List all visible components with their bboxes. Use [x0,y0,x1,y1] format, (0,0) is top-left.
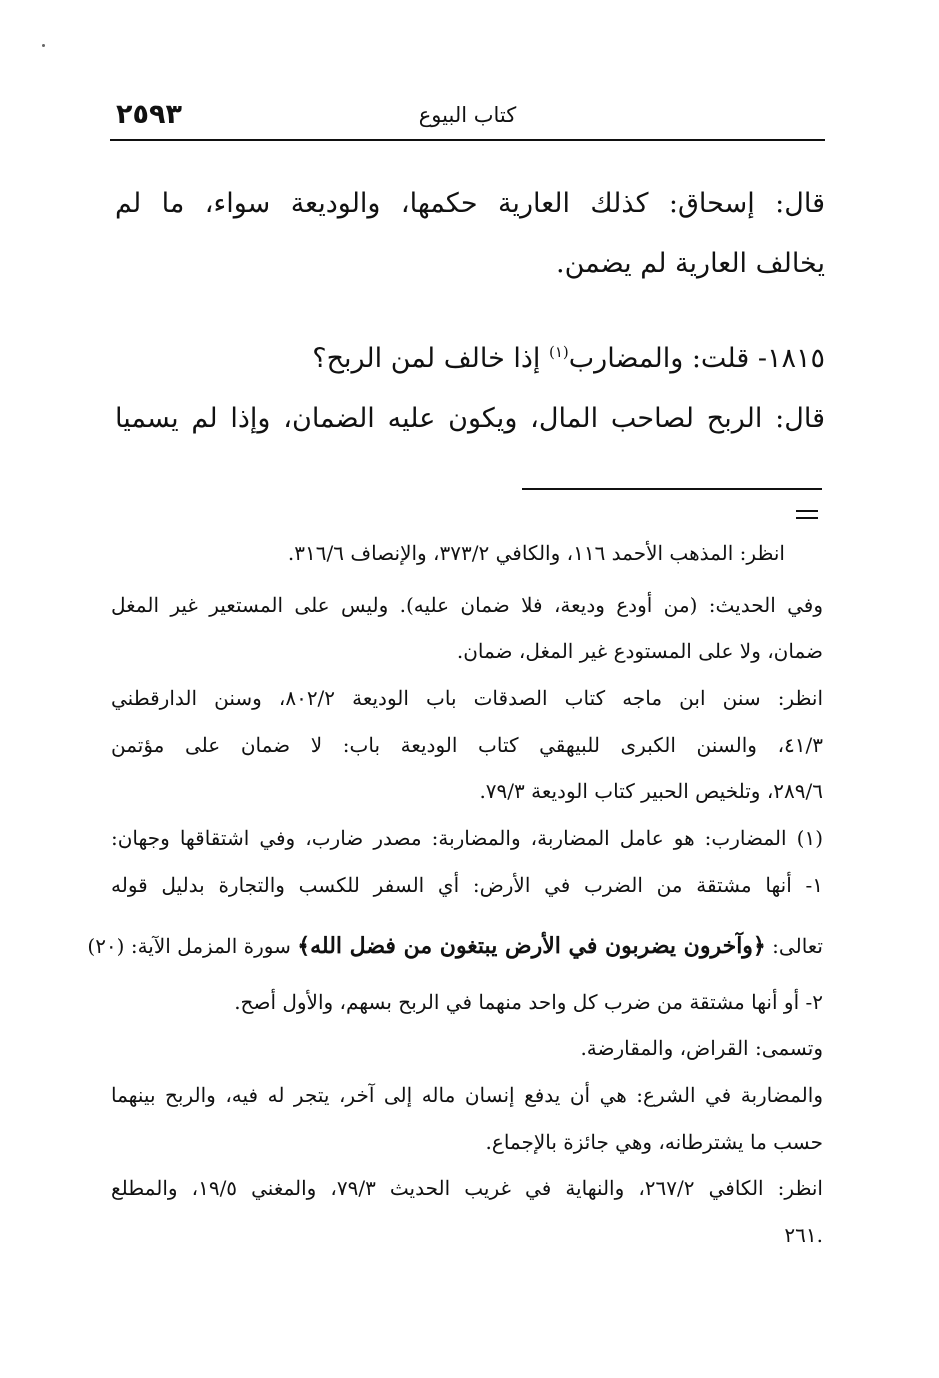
footnote-1-line: انظر: الكافي ٢٦٧/٢، والنهاية في غريب الحديث ٧٩/٣، والمغني ١٩/٥، والمطلع [111,1176,823,1200]
footnote-1-line: .٢٦١ [784,1223,823,1247]
footnote-line: ٢٨٩/٦، وتلخيص الحبير كتاب الوديعة ٧٩/٣. [479,779,823,803]
footnote-line: وفي الحديث: (من أودع وديعة، فلا ضمان عليه). وليس على المستعير غير المغل [111,593,823,617]
footnote-1-line: والمضاربة في الشرع: هي أن يدفع إنسان ماله إلى آخر، يتجر له فيه، والربح بينهما [111,1083,823,1107]
answer-line: قال: الربح لصاحب المال، ويكون عليه الضمان، وإذا لم يسميا [115,403,825,434]
footnote-1-line: وتسمى: القراض، والمقارضة. [580,1036,823,1060]
footnote-1-line: ١- أنها مشتقة من الضرب في الأرض: أي السفر للكسب والتجارة بدليل قوله [111,873,823,897]
footnote-text: تعالى: [765,934,823,958]
question-1815 [312,343,825,374]
footnote-1-line: ٢- أو أنها مشتقة من ضرب كل واحد منهما في الربح بسهم، والأول أصح. [234,990,823,1014]
footnote-text: سورة المزمل الآية: (٢٠) [87,934,298,958]
footnote-1-line: حسب ما يشترطانه، وهي جائزة بالإجماع. [485,1130,823,1154]
footnote-line: ضمان، ولا على المستودع غير المغل، ضمان. [456,639,823,663]
question-1815-end: إذا خالف لمن الربح؟ [312,343,549,374]
page-number: ٢٥٩٣ [116,99,182,130]
question-1815-start: ١٨١٥- قلت: والمضارب [568,343,825,374]
footnote-reference[interactable]: (١) [548,343,569,361]
quran-verse: ﴿وآخرون يضربون في الأرض يبتغون من فضل الله﴾ [297,933,766,959]
footnote-line: ٤١/٣، والسنن الكبرى للبيهقي كتاب الوديعة باب: لا ضمان على مؤتمن [111,733,823,757]
continuation-mark [796,508,818,520]
scan-speck [42,44,45,47]
body-line-2: يخالف العارية لم يضمن. [556,248,825,279]
footnote-line: انظر: المذهب الأحمد ١١٦، والكافي ٣٧٣/٢، والإنصاف ٣١٦/٦. [287,541,785,565]
footnote-line: انظر: سنن ابن ماجه كتاب الصدقات باب الوديعة ٨٠٢/٢، وسنن الدارقطني [111,686,823,710]
page-header [110,95,825,141]
running-title: كتاب البيوع [418,103,517,127]
footnote-1-line: (١) المضارب: هو عامل المضاربة، والمضاربة: مصدر ضارب، وفي اشتقاقها وجهان: [111,826,823,850]
footnote-separator [522,488,822,490]
body-line-1: قال: إسحاق: كذلك العارية حكمها، والوديعة سواء، ما لم [115,188,825,219]
footnote-1-line [87,933,823,959]
